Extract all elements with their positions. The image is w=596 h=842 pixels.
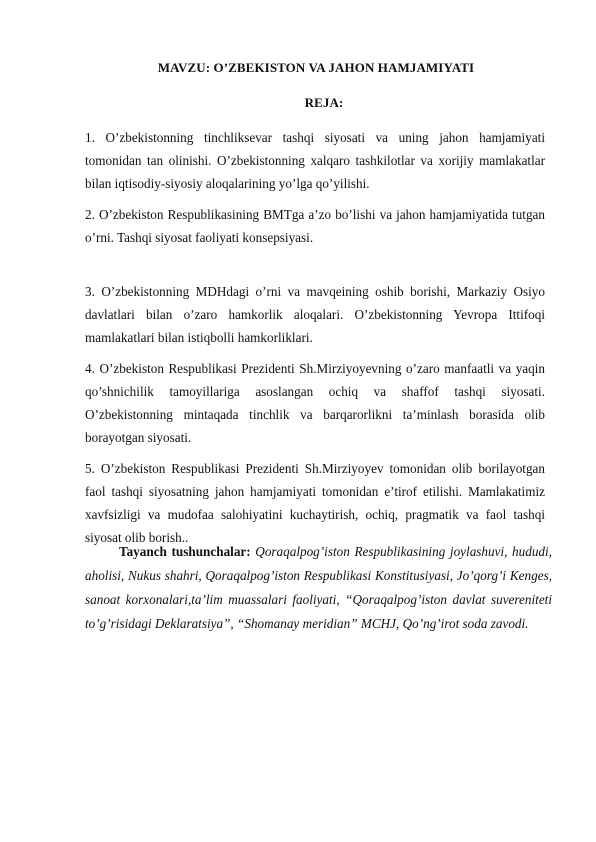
plan-heading: REJA:	[304, 95, 344, 110]
key-terms-label: Tayanch tushunchalar:	[119, 544, 251, 559]
key-terms-text: Qoraqalpog’iston Respublikasining joylashuvi, hududi, aholisi, Nukus shahri, Qoraqalpog’iston Respublikasi Konstitusiyasi, Jo’qorg’i Kenges, sanoat korxonalari,ta’lim muassalari faoliyati, “Qoraqalpog’iston davlat suvereniteti to’g’risidagi Deklaratsiya”, “Shomanay meridian” MCHJ, Qo’ng’irot soda zavodi.	[85, 544, 552, 631]
key-terms-paragraph	[85, 540, 552, 636]
plan-item-3: 3. O’zbekistonning MDHdagi o’rni va mavqeining oshib borishi, Markaziy Osiyo davlatlari bilan o’zaro hamkorlik aloqalari. O’zbekistonning Yevropa Ittifoqi mamlakatlari bilan istiqbolli hamkorliklari.	[85, 284, 545, 345]
plan-item-5: 5. O’zbekiston Respublikasi Prezidenti Sh.Mirziyoyev tomonidan olib borilayotgan faol tashqi siyosatning jahon hamjamiyati tomonidan e’tirof etilishi. Mamlakatimiz xavfsizligi va mudofaa salohiyatini kuchaytirish, ochiq, pragmatik va faol tashqi siyosat olib borish..	[85, 461, 545, 545]
plan-item-4: 4. O’zbekiston Respublikasi Prezidenti Sh.Mirziyoyevning o’zaro manfaatli va yaqin qo’shnichilik tamoyillariga asoslangan ochiq va shaffof tashqi siyosati. O’zbekistonning mintaqada tinchlik va barqarorlikni ta’minlash borasida olib borayotgan siyosati.	[85, 361, 545, 445]
document-title: MAVZU: O’ZBEKISTON VA JAHON HAMJAMIYATI	[157, 60, 475, 75]
plan-item-1: 1. O’zbekistonning tinchliksevar tashqi siyosati va uning jahon hamjamiyati tomonidan tan olinishi. O’zbekistonning xalqaro tashkilotlar va xorijiy mamlakatlar bilan iqtisodiy-siyosiy aloqalarining yo’lga qo’yilishi.	[85, 130, 545, 191]
plan-item-2: 2. O’zbekiston Respublikasining BMTga a’zo bo’lishi va jahon hamjamiyatida tutgan o’rni. Tashqi siyosat faoliyati konsepsiyasi.	[85, 207, 545, 245]
